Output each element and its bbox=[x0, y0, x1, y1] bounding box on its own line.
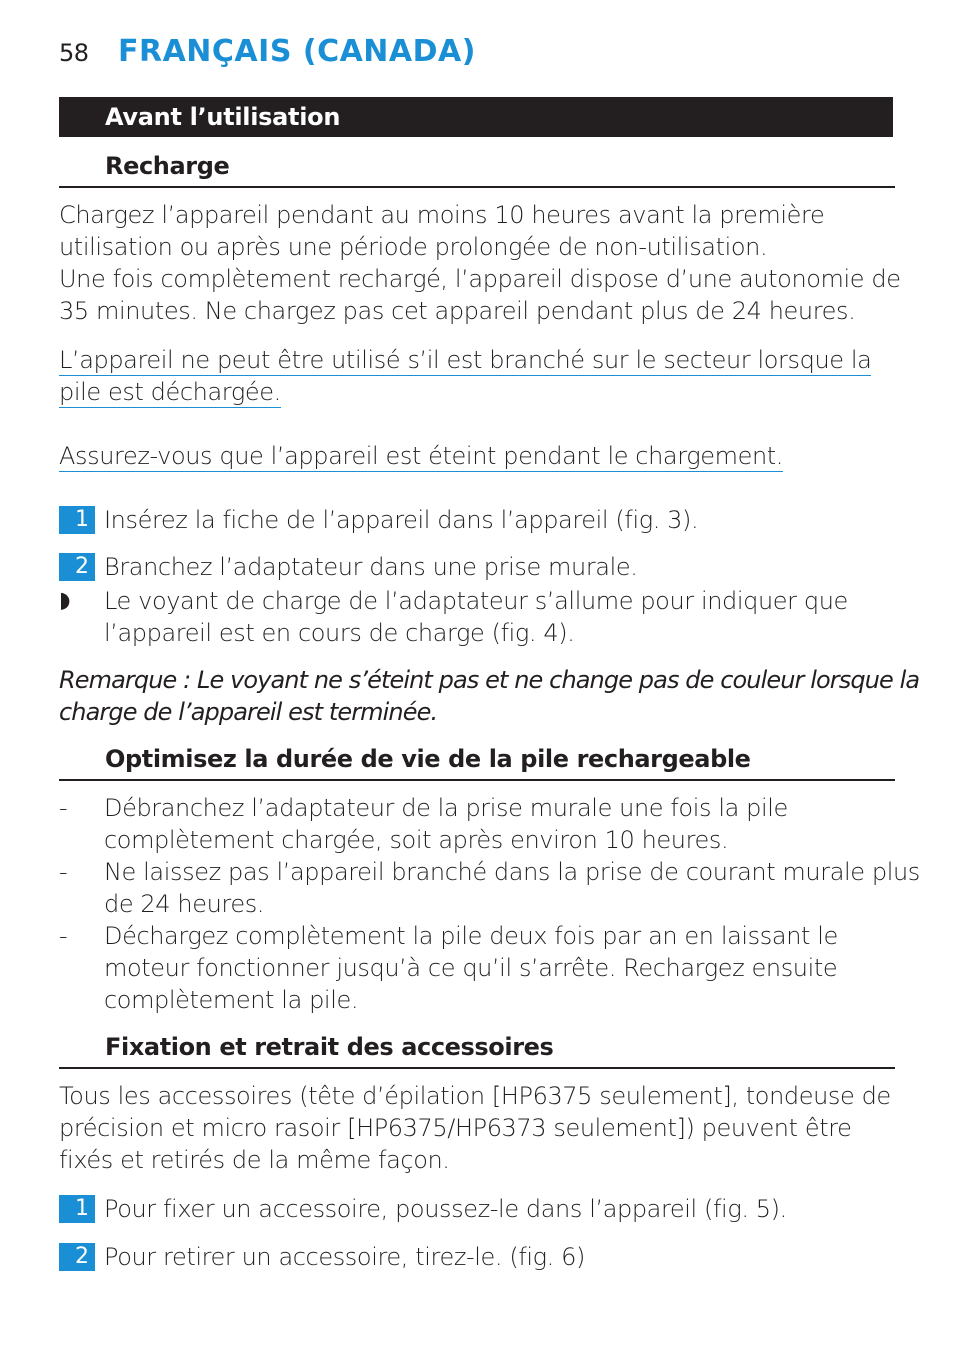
list-item-1-line-2: complètement chargée, soit après environ 10 heures. bbox=[104, 826, 729, 854]
list-item-1-dash: - bbox=[59, 794, 68, 822]
accessories-heading-text: Fixation et retrait des accessoires bbox=[105, 1033, 554, 1061]
recharge-para-line-4: 35 minutes. Ne chargez pas cet appareil pendant plus de 24 heures. bbox=[59, 297, 856, 325]
accessory-step-1-number: 1 bbox=[59, 1195, 95, 1223]
list-item-2-dash: - bbox=[59, 858, 68, 886]
result-arrow-icon: ◗ bbox=[59, 588, 71, 613]
result-line-1: Le voyant de charge de l’adaptateur s’allume pour indiquer que bbox=[104, 587, 848, 615]
warning-1-line-1 bbox=[59, 344, 871, 376]
list-item-2-line-1: Ne laissez pas l’appareil branché dans la prise de courant murale plus bbox=[104, 858, 920, 886]
note-line-2: charge de l’appareil est terminée. bbox=[59, 698, 438, 726]
list-item-1-line-1: Débranchez l’adaptateur de la prise murale une fois la pile bbox=[104, 794, 788, 822]
warning-2-text: Assurez-vous que l’appareil est éteint pendant le chargement. bbox=[59, 442, 784, 470]
list-item-3-line-3: complètement la pile. bbox=[104, 986, 359, 1014]
list-item-3-line-2: moteur fonctionner jusqu’à ce qu’il s’arrête. Rechargez ensuite bbox=[104, 954, 838, 982]
section-bar bbox=[59, 97, 893, 137]
list-item-3-line-1: Déchargez complètement la pile deux fois par an en laissant le bbox=[104, 922, 838, 950]
optimize-heading bbox=[59, 743, 895, 781]
accessories-para-line-2: précision et micro rasoir [HP6375/HP6373 seulement]) peuvent être bbox=[59, 1114, 852, 1142]
note-line-1: Remarque : Le voyant ne s’éteint pas et ne change pas de couleur lorsque la bbox=[59, 666, 920, 694]
step-1-text: Insérez la fiche de l’appareil dans l’appareil (fig. 3). bbox=[104, 506, 699, 534]
recharge-heading bbox=[59, 150, 895, 188]
step-2-number: 2 bbox=[59, 553, 95, 581]
step-2-text: Branchez l’adaptateur dans une prise murale. bbox=[104, 553, 638, 581]
page-number: 58 bbox=[59, 39, 89, 67]
warning-1-line-2 bbox=[59, 376, 281, 408]
list-item-3-dash: - bbox=[59, 922, 68, 950]
optimize-heading-text: Optimisez la durée de vie de la pile rechargeable bbox=[105, 745, 751, 773]
accessory-step-2-number: 2 bbox=[59, 1243, 95, 1271]
section-title: Avant l’utilisation bbox=[105, 103, 341, 131]
accessories-para-line-1: Tous les accessoires (tête d’épilation [HP6375 seulement], tondeuse de bbox=[59, 1082, 891, 1110]
recharge-para-line-3: Une fois complètement rechargé, l’appareil dispose d’une autonomie de bbox=[59, 265, 901, 293]
warning-1-line-2-text: pile est déchargée. bbox=[59, 378, 281, 406]
accessories-para-line-3: fixés et retirés de la même façon. bbox=[59, 1146, 450, 1174]
recharge-heading-text: Recharge bbox=[105, 152, 230, 180]
list-item-2-line-2: de 24 heures. bbox=[104, 890, 265, 918]
accessories-heading bbox=[59, 1031, 895, 1069]
accessory-step-1-text: Pour fixer un accessoire, poussez-le dans l’appareil (fig. 5). bbox=[104, 1195, 787, 1223]
recharge-para-line-1: Chargez l’appareil pendant au moins 10 heures avant la première bbox=[59, 201, 825, 229]
language-title: FRANÇAIS (CANADA) bbox=[118, 34, 476, 69]
step-1-number: 1 bbox=[59, 506, 95, 534]
accessory-step-2-text: Pour retirer un accessoire, tirez-le. (fig. 6) bbox=[104, 1243, 585, 1271]
warning-1-line-1-text: L’appareil ne peut être utilisé s’il est branché sur le secteur lorsque la bbox=[59, 346, 872, 374]
recharge-para-line-2: utilisation ou après une période prolongée de non-utilisation. bbox=[59, 233, 768, 261]
result-line-2: l’appareil est en cours de charge (fig. 4). bbox=[104, 619, 575, 647]
warning-2 bbox=[59, 440, 783, 472]
